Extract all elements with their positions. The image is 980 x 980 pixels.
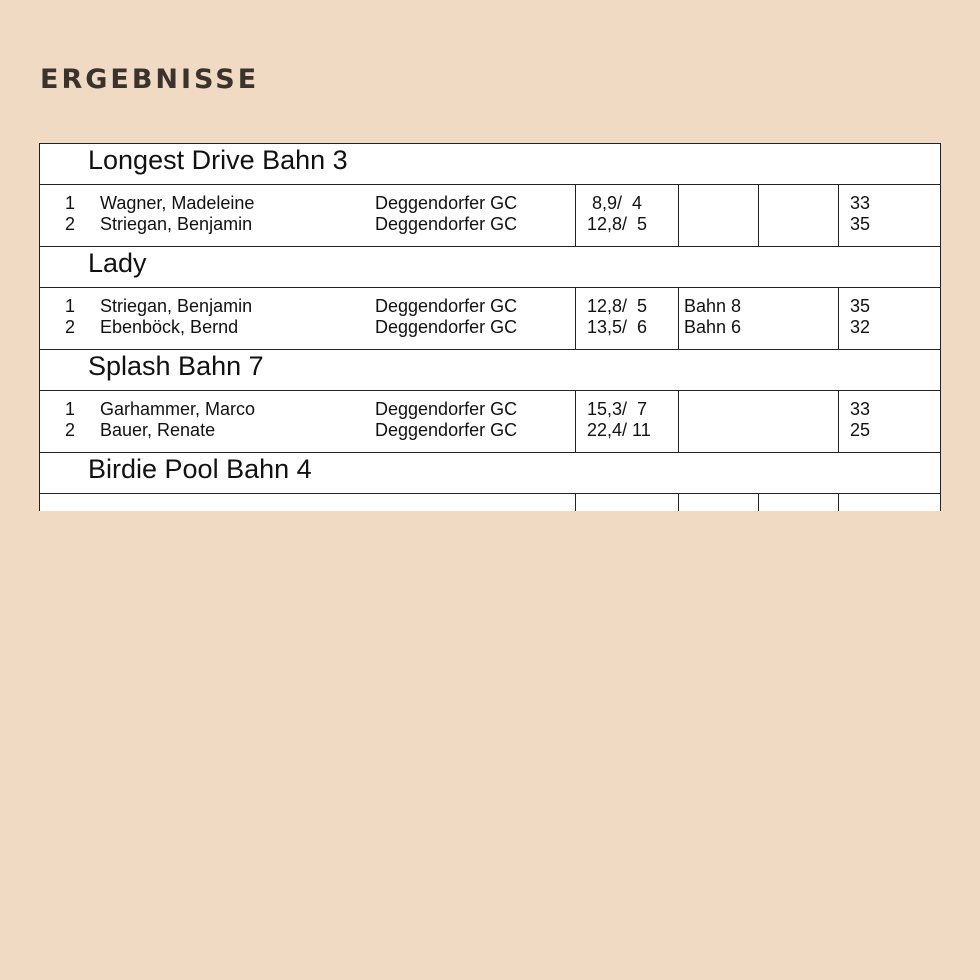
club-cell: Deggendorfer GC — [375, 214, 518, 234]
distance-cell: 12,8/ 5 — [587, 214, 648, 234]
table-row — [40, 317, 940, 338]
player-name-cell: Striegan, Benjamin — [100, 214, 253, 234]
distance-cell: 13,5/ 6 — [587, 317, 648, 337]
distance-cell: 12,8/ 5 — [587, 296, 648, 316]
section-results — [40, 494, 940, 511]
table-row — [40, 214, 940, 235]
section-title: Longest Drive Bahn 3 — [40, 144, 940, 185]
club-cell: Deggendorfer GC — [375, 317, 518, 337]
distance-cell: 8,9/ 4 — [587, 193, 643, 213]
section-results — [40, 391, 940, 453]
rank-cell: 1 — [65, 296, 76, 316]
distance-cell: 15,3/ 7 — [587, 399, 648, 419]
club-cell: Deggendorfer GC — [375, 420, 518, 440]
table-row — [40, 296, 940, 317]
column-divider — [758, 494, 759, 511]
column-divider — [575, 494, 576, 511]
score-cell: 25 — [850, 420, 871, 440]
section-title: Birdie Pool Bahn 4 — [40, 453, 940, 494]
score-cell: 33 — [850, 399, 871, 419]
page-title: ERGEBNISSE — [40, 64, 260, 95]
section-title: Splash Bahn 7 — [40, 350, 940, 391]
score-cell: 35 — [850, 214, 871, 234]
rank-cell: 1 — [65, 399, 76, 419]
club-cell: Deggendorfer GC — [375, 399, 518, 419]
score-cell: 32 — [850, 317, 871, 337]
column-divider — [838, 494, 839, 511]
rank-cell: 2 — [65, 317, 76, 337]
hole-cell: Bahn 6 — [684, 317, 742, 337]
section-results — [40, 288, 940, 350]
distance-cell: 22,4/ 11 — [587, 420, 651, 440]
hole-cell: Bahn 8 — [684, 296, 742, 316]
table-row — [40, 399, 940, 420]
club-cell: Deggendorfer GC — [375, 193, 518, 213]
rank-cell: 1 — [65, 193, 76, 213]
table-row — [40, 420, 940, 441]
section-results — [40, 185, 940, 247]
club-cell: Deggendorfer GC — [375, 296, 518, 316]
rank-cell: 2 — [65, 420, 76, 440]
rank-cell: 2 — [65, 214, 76, 234]
column-divider — [678, 494, 679, 511]
section-title: Lady — [40, 247, 940, 288]
player-name-cell: Wagner, Madeleine — [100, 193, 255, 213]
player-name-cell: Bauer, Renate — [100, 420, 216, 440]
score-cell: 33 — [850, 193, 871, 213]
score-cell: 35 — [850, 296, 871, 316]
player-name-cell: Striegan, Benjamin — [100, 296, 253, 316]
player-name-cell: Ebenböck, Bernd — [100, 317, 239, 337]
results-table-image — [39, 143, 941, 511]
table-row — [40, 193, 940, 214]
player-name-cell: Garhammer, Marco — [100, 399, 256, 419]
